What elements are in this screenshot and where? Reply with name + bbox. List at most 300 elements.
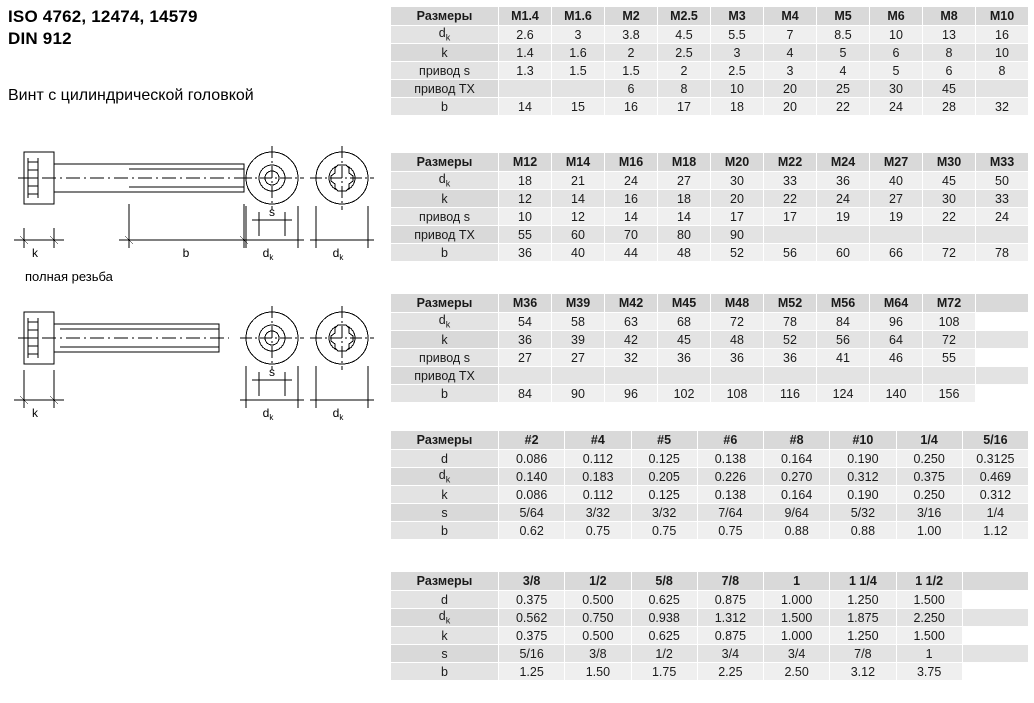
table-cell: 0.625	[631, 591, 697, 609]
table-cell: 1.75	[631, 663, 697, 681]
table-cell: 52	[764, 331, 817, 349]
table-cell: 84	[817, 313, 870, 331]
table-header-size: M10	[976, 7, 1029, 26]
table-cell: 0.75	[631, 522, 697, 540]
table-header-size: #4	[565, 431, 631, 450]
table-cell: 0.125	[631, 450, 697, 468]
table-row	[391, 208, 1029, 226]
table-metric-m12-m33	[390, 152, 1029, 275]
title-line-2: DIN 912	[8, 29, 72, 48]
table-cell: 7	[764, 26, 817, 44]
table-cell: 116	[764, 385, 817, 403]
row-label: k	[391, 486, 499, 504]
table-cell: 16	[605, 98, 658, 116]
table-cell	[976, 80, 1029, 98]
table-cell: 3/4	[697, 645, 763, 663]
table-cell	[870, 367, 923, 385]
table-cell: 30	[711, 172, 764, 190]
table-cell: 2.5	[658, 44, 711, 62]
table-cell: 70	[605, 226, 658, 244]
table-cell: 19	[817, 208, 870, 226]
table-cell: 68	[658, 313, 711, 331]
table-cell: 0.88	[830, 522, 896, 540]
table-header-size: 1 1/4	[830, 572, 896, 591]
table-row	[391, 349, 1029, 367]
table-header-size: #8	[764, 431, 830, 450]
table-cell: 1.5	[605, 62, 658, 80]
table-header-size: M48	[711, 294, 764, 313]
table-cell	[962, 663, 1028, 681]
table-header-dimensions: Размеры	[391, 431, 499, 450]
table-header-size: M2	[605, 7, 658, 26]
table-cell: 2.25	[697, 663, 763, 681]
table-header-size: M27	[870, 153, 923, 172]
table-row	[391, 627, 1029, 645]
table-cell: 7/64	[697, 504, 763, 522]
row-label: d	[391, 450, 499, 468]
table-row	[391, 609, 1029, 627]
dimension-table	[390, 571, 1029, 681]
table-cell: 0.250	[896, 486, 962, 504]
table-header-size: M56	[817, 294, 870, 313]
table-cell: 21	[552, 172, 605, 190]
table-cell: 102	[658, 385, 711, 403]
table-header-size: M20	[711, 153, 764, 172]
table-cell: 41	[817, 349, 870, 367]
label-k-top: k	[32, 246, 38, 260]
table-row	[391, 645, 1029, 663]
table-cell: 20	[711, 190, 764, 208]
row-label: b	[391, 522, 499, 540]
table-cell: 4.5	[658, 26, 711, 44]
label-k-bottom: k	[32, 406, 38, 420]
row-label: b	[391, 98, 499, 116]
table-cell: 5/32	[830, 504, 896, 522]
table-cell	[764, 226, 817, 244]
table-cell: 12	[499, 190, 552, 208]
table-row	[391, 468, 1029, 486]
table-cell: 5/64	[499, 504, 565, 522]
table-row	[391, 80, 1029, 98]
row-label: привод TX	[391, 80, 499, 98]
table-cell: 124	[817, 385, 870, 403]
table-header-size: #6	[697, 431, 763, 450]
table-header-size: 1/2	[565, 572, 631, 591]
table-cell: 0.183	[565, 468, 631, 486]
table-cell: 1.500	[896, 627, 962, 645]
table-header-size: 1 1/2	[896, 572, 962, 591]
table-header-size: M2.5	[658, 7, 711, 26]
label-dk2-bottom: $d_k$	[332, 406, 344, 422]
table-cell: 0.938	[631, 609, 697, 627]
table-header-size: M39	[552, 294, 605, 313]
table-cell: 16	[976, 26, 1029, 44]
table-cell: 56	[817, 331, 870, 349]
page-subtitle: Винт с цилиндрической головкой	[8, 87, 254, 104]
table-cell: 55	[923, 349, 976, 367]
table-cell: 1.00	[896, 522, 962, 540]
page-title	[8, 6, 378, 50]
table-cell: 3	[552, 26, 605, 44]
table-cell	[923, 367, 976, 385]
table-cell: 40	[870, 172, 923, 190]
row-label: $d_k$	[391, 313, 499, 331]
row-label: $d_k$	[391, 26, 499, 44]
table-header-size: M4	[764, 7, 817, 26]
table-cell: 1.000	[764, 627, 830, 645]
table-cell: 63	[605, 313, 658, 331]
table-row	[391, 486, 1029, 504]
table-cell: 1.250	[830, 627, 896, 645]
table-cell	[976, 349, 1029, 367]
table-cell: 0.88	[764, 522, 830, 540]
table-cell: 18	[499, 172, 552, 190]
table-cell: 39	[552, 331, 605, 349]
left-column	[0, 0, 390, 703]
table-cell	[976, 367, 1029, 385]
table-cell: 14	[658, 208, 711, 226]
table-cell: 5	[870, 62, 923, 80]
table-cell: 8	[923, 44, 976, 62]
table-cell: 1.312	[697, 609, 763, 627]
table-header-size: M3	[711, 7, 764, 26]
table-header-size: #10	[830, 431, 896, 450]
table-cell: 36	[764, 349, 817, 367]
table-cell: 18	[658, 190, 711, 208]
table-cell: 0.190	[830, 486, 896, 504]
table-cell: 28	[923, 98, 976, 116]
table-cell	[976, 385, 1029, 403]
table-cell: 1.3	[499, 62, 552, 80]
row-label: привод s	[391, 349, 499, 367]
table-header-size: M42	[605, 294, 658, 313]
table-cell: 0.112	[565, 486, 631, 504]
table-header-size: 3/8	[499, 572, 565, 591]
table-cell: 66	[870, 244, 923, 262]
table-cell: 0.312	[962, 486, 1028, 504]
table-cell: 22	[923, 208, 976, 226]
row-label: k	[391, 190, 499, 208]
table-cell: 1.25	[499, 663, 565, 681]
table-cell: 108	[923, 313, 976, 331]
table-cell: 52	[711, 244, 764, 262]
table-cell	[870, 226, 923, 244]
table-cell: 0.562	[499, 609, 565, 627]
row-label: $d_k$	[391, 172, 499, 190]
table-cell: 0.164	[764, 450, 830, 468]
table-row	[391, 522, 1029, 540]
row-label: d	[391, 591, 499, 609]
table-cell: 6	[923, 62, 976, 80]
table-cell: 2.250	[896, 609, 962, 627]
table-cell: 0.125	[631, 486, 697, 504]
table-cell: 14	[605, 208, 658, 226]
table-cell: 3/8	[565, 645, 631, 663]
table-cell	[658, 367, 711, 385]
row-label: s	[391, 645, 499, 663]
table-cell: 1.12	[962, 522, 1028, 540]
table-row	[391, 62, 1029, 80]
table-cell: 0.469	[962, 468, 1028, 486]
full-thread-label: полная резьба	[25, 269, 113, 284]
table-header-size: 5/16	[962, 431, 1028, 450]
table-cell: 1.875	[830, 609, 896, 627]
table-cell: 0.138	[697, 450, 763, 468]
screw-drawing-partial-thread	[4, 140, 390, 275]
table-cell: 3/32	[565, 504, 631, 522]
table-header-size: M6	[870, 7, 923, 26]
table-header-size	[962, 572, 1028, 591]
label-s-top: s	[269, 205, 275, 219]
table-cell: 30	[870, 80, 923, 98]
table-cell: 10	[711, 80, 764, 98]
table-header-size: M12	[499, 153, 552, 172]
table-cell: 0.112	[565, 450, 631, 468]
table-cell: 1.500	[896, 591, 962, 609]
table-row	[391, 26, 1029, 44]
table-cell	[923, 226, 976, 244]
table-cell: 2	[605, 44, 658, 62]
table-cell: 0.3125	[962, 450, 1028, 468]
table-header-size	[976, 294, 1029, 313]
table-cell: 2.5	[711, 62, 764, 80]
table-header-size: 1	[764, 572, 830, 591]
table-cell: 3	[711, 44, 764, 62]
table-cell	[976, 331, 1029, 349]
table-header-size: M14	[552, 153, 605, 172]
table-cell: 3.75	[896, 663, 962, 681]
table-cell: 45	[923, 80, 976, 98]
table-cell: 0.500	[565, 591, 631, 609]
table-row	[391, 367, 1029, 385]
row-label: $d_k$	[391, 468, 499, 486]
table-row	[391, 98, 1029, 116]
table-header-size: M8	[923, 7, 976, 26]
table-cell: 60	[552, 226, 605, 244]
table-cell: 0.375	[499, 591, 565, 609]
table-header-size: M33	[976, 153, 1029, 172]
table-cell: 17	[711, 208, 764, 226]
row-label: k	[391, 627, 499, 645]
table-cell: 0.875	[697, 591, 763, 609]
row-label: s	[391, 504, 499, 522]
table-row	[391, 663, 1029, 681]
table-cell: 14	[552, 190, 605, 208]
table-cell	[976, 313, 1029, 331]
table-cell: 1/4	[962, 504, 1028, 522]
table-cell: 84	[499, 385, 552, 403]
table-header-size: 1/4	[896, 431, 962, 450]
table-cell: 72	[923, 244, 976, 262]
table-header-size: M5	[817, 7, 870, 26]
table-cell	[962, 627, 1028, 645]
table-cell	[764, 367, 817, 385]
dimension-table	[390, 293, 1029, 403]
table-cell	[962, 609, 1028, 627]
table-row	[391, 450, 1029, 468]
table-cell: 1.50	[565, 663, 631, 681]
table-cell: 72	[711, 313, 764, 331]
screw-drawing-full-thread	[4, 300, 390, 435]
table-cell: 27	[870, 190, 923, 208]
table-cell: 78	[976, 244, 1029, 262]
table-cell: 9/64	[764, 504, 830, 522]
table-cell: 0.270	[764, 468, 830, 486]
table-cell: 5.5	[711, 26, 764, 44]
table-header-size: M36	[499, 294, 552, 313]
table-cell: 5/16	[499, 645, 565, 663]
table-cell	[711, 367, 764, 385]
table-cell: 0.875	[697, 627, 763, 645]
table-cell: 44	[605, 244, 658, 262]
table-cell: 3/32	[631, 504, 697, 522]
label-dk-top: $d_k$	[262, 246, 274, 262]
table-cell: 3/16	[896, 504, 962, 522]
table-cell: 0.75	[697, 522, 763, 540]
table-header-dimensions: Размеры	[391, 572, 499, 591]
table-cell: 0.190	[830, 450, 896, 468]
table-cell	[552, 367, 605, 385]
table-header-size: 7/8	[697, 572, 763, 591]
table-cell: 32	[976, 98, 1029, 116]
table-cell: 42	[605, 331, 658, 349]
table-cell: 0.62	[499, 522, 565, 540]
label-dk-bottom: $d_k$	[262, 406, 274, 422]
table-cell: 1.500	[764, 609, 830, 627]
table-cell: 17	[658, 98, 711, 116]
table-cell: 1.6	[552, 44, 605, 62]
table-cell: 32	[605, 349, 658, 367]
table-cell: 156	[923, 385, 976, 403]
table-header-size: M1.4	[499, 7, 552, 26]
table-cell	[605, 367, 658, 385]
row-label: k	[391, 44, 499, 62]
table-header-size: #2	[499, 431, 565, 450]
table-row	[391, 313, 1029, 331]
table-cell	[976, 226, 1029, 244]
table-cell: 3.8	[605, 26, 658, 44]
table-cell: 18	[711, 98, 764, 116]
table-cell: 2	[658, 62, 711, 80]
table-cell: 24	[605, 172, 658, 190]
table-header-size: #5	[631, 431, 697, 450]
table-cell: 36	[658, 349, 711, 367]
table-cell: 1.5	[552, 62, 605, 80]
table-row	[391, 44, 1029, 62]
table-cell: 45	[923, 172, 976, 190]
table-cell: 78	[764, 313, 817, 331]
table-cell	[817, 367, 870, 385]
table-cell: 0.138	[697, 486, 763, 504]
table-imperial-large	[390, 571, 1029, 694]
table-cell: 1.000	[764, 591, 830, 609]
table-cell: 64	[870, 331, 923, 349]
table-cell: 0.140	[499, 468, 565, 486]
table-header-dimensions: Размеры	[391, 7, 499, 26]
table-cell: 0.312	[830, 468, 896, 486]
table-cell: 90	[711, 226, 764, 244]
dimension-table	[390, 152, 1029, 262]
table-cell: 27	[552, 349, 605, 367]
table-cell	[499, 80, 552, 98]
table-cell: 60	[817, 244, 870, 262]
table-cell: 1	[896, 645, 962, 663]
table-cell: 48	[711, 331, 764, 349]
label-s-bottom: s	[269, 365, 275, 379]
row-label: k	[391, 331, 499, 349]
table-cell: 56	[764, 244, 817, 262]
table-cell: 24	[817, 190, 870, 208]
table-row	[391, 190, 1029, 208]
table-cell: 20	[764, 80, 817, 98]
table-cell: 80	[658, 226, 711, 244]
table-cell: 12	[552, 208, 605, 226]
table-cell: 0.250	[896, 450, 962, 468]
table-cell: 50	[976, 172, 1029, 190]
table-cell: 6	[605, 80, 658, 98]
table-cell: 24	[976, 208, 1029, 226]
table-cell: 96	[605, 385, 658, 403]
table-cell: 30	[923, 190, 976, 208]
table-cell: 10	[976, 44, 1029, 62]
table-cell	[552, 80, 605, 98]
table-row	[391, 226, 1029, 244]
table-cell: 3/4	[764, 645, 830, 663]
table-row	[391, 172, 1029, 190]
table-cell: 33	[764, 172, 817, 190]
table-header-size: M18	[658, 153, 711, 172]
table-cell: 0.375	[896, 468, 962, 486]
table-header-size: M22	[764, 153, 817, 172]
table-row	[391, 385, 1029, 403]
label-dk2-top: $d_k$	[332, 246, 344, 262]
table-header-size: M24	[817, 153, 870, 172]
table-cell: 0.205	[631, 468, 697, 486]
table-cell: 8	[976, 62, 1029, 80]
dimension-table	[390, 430, 1029, 540]
row-label: b	[391, 385, 499, 403]
table-cell: 3.12	[830, 663, 896, 681]
table-row	[391, 504, 1029, 522]
table-cell: 14	[499, 98, 552, 116]
table-cell: 8.5	[817, 26, 870, 44]
table-cell: 58	[552, 313, 605, 331]
table-cell: 22	[764, 190, 817, 208]
table-header-dimensions: Размеры	[391, 153, 499, 172]
table-cell: 72	[923, 331, 976, 349]
table-cell: 0.625	[631, 627, 697, 645]
table-header-size: M30	[923, 153, 976, 172]
row-label: привод s	[391, 208, 499, 226]
table-header-dimensions: Размеры	[391, 294, 499, 313]
table-cell: 54	[499, 313, 552, 331]
table-cell: 15	[552, 98, 605, 116]
table-row	[391, 331, 1029, 349]
table-cell: 0.226	[697, 468, 763, 486]
dimension-table	[390, 6, 1029, 116]
table-metric-m1.4-m10	[390, 6, 1029, 129]
table-cell: 4	[764, 44, 817, 62]
table-cell: 0.500	[565, 627, 631, 645]
table-cell: 20	[764, 98, 817, 116]
table-cell: 27	[658, 172, 711, 190]
table-cell: 6	[870, 44, 923, 62]
table-cell: 13	[923, 26, 976, 44]
table-cell	[499, 367, 552, 385]
table-header-size: M52	[764, 294, 817, 313]
label-b-top: b	[182, 246, 190, 260]
table-cell: 0.086	[499, 450, 565, 468]
